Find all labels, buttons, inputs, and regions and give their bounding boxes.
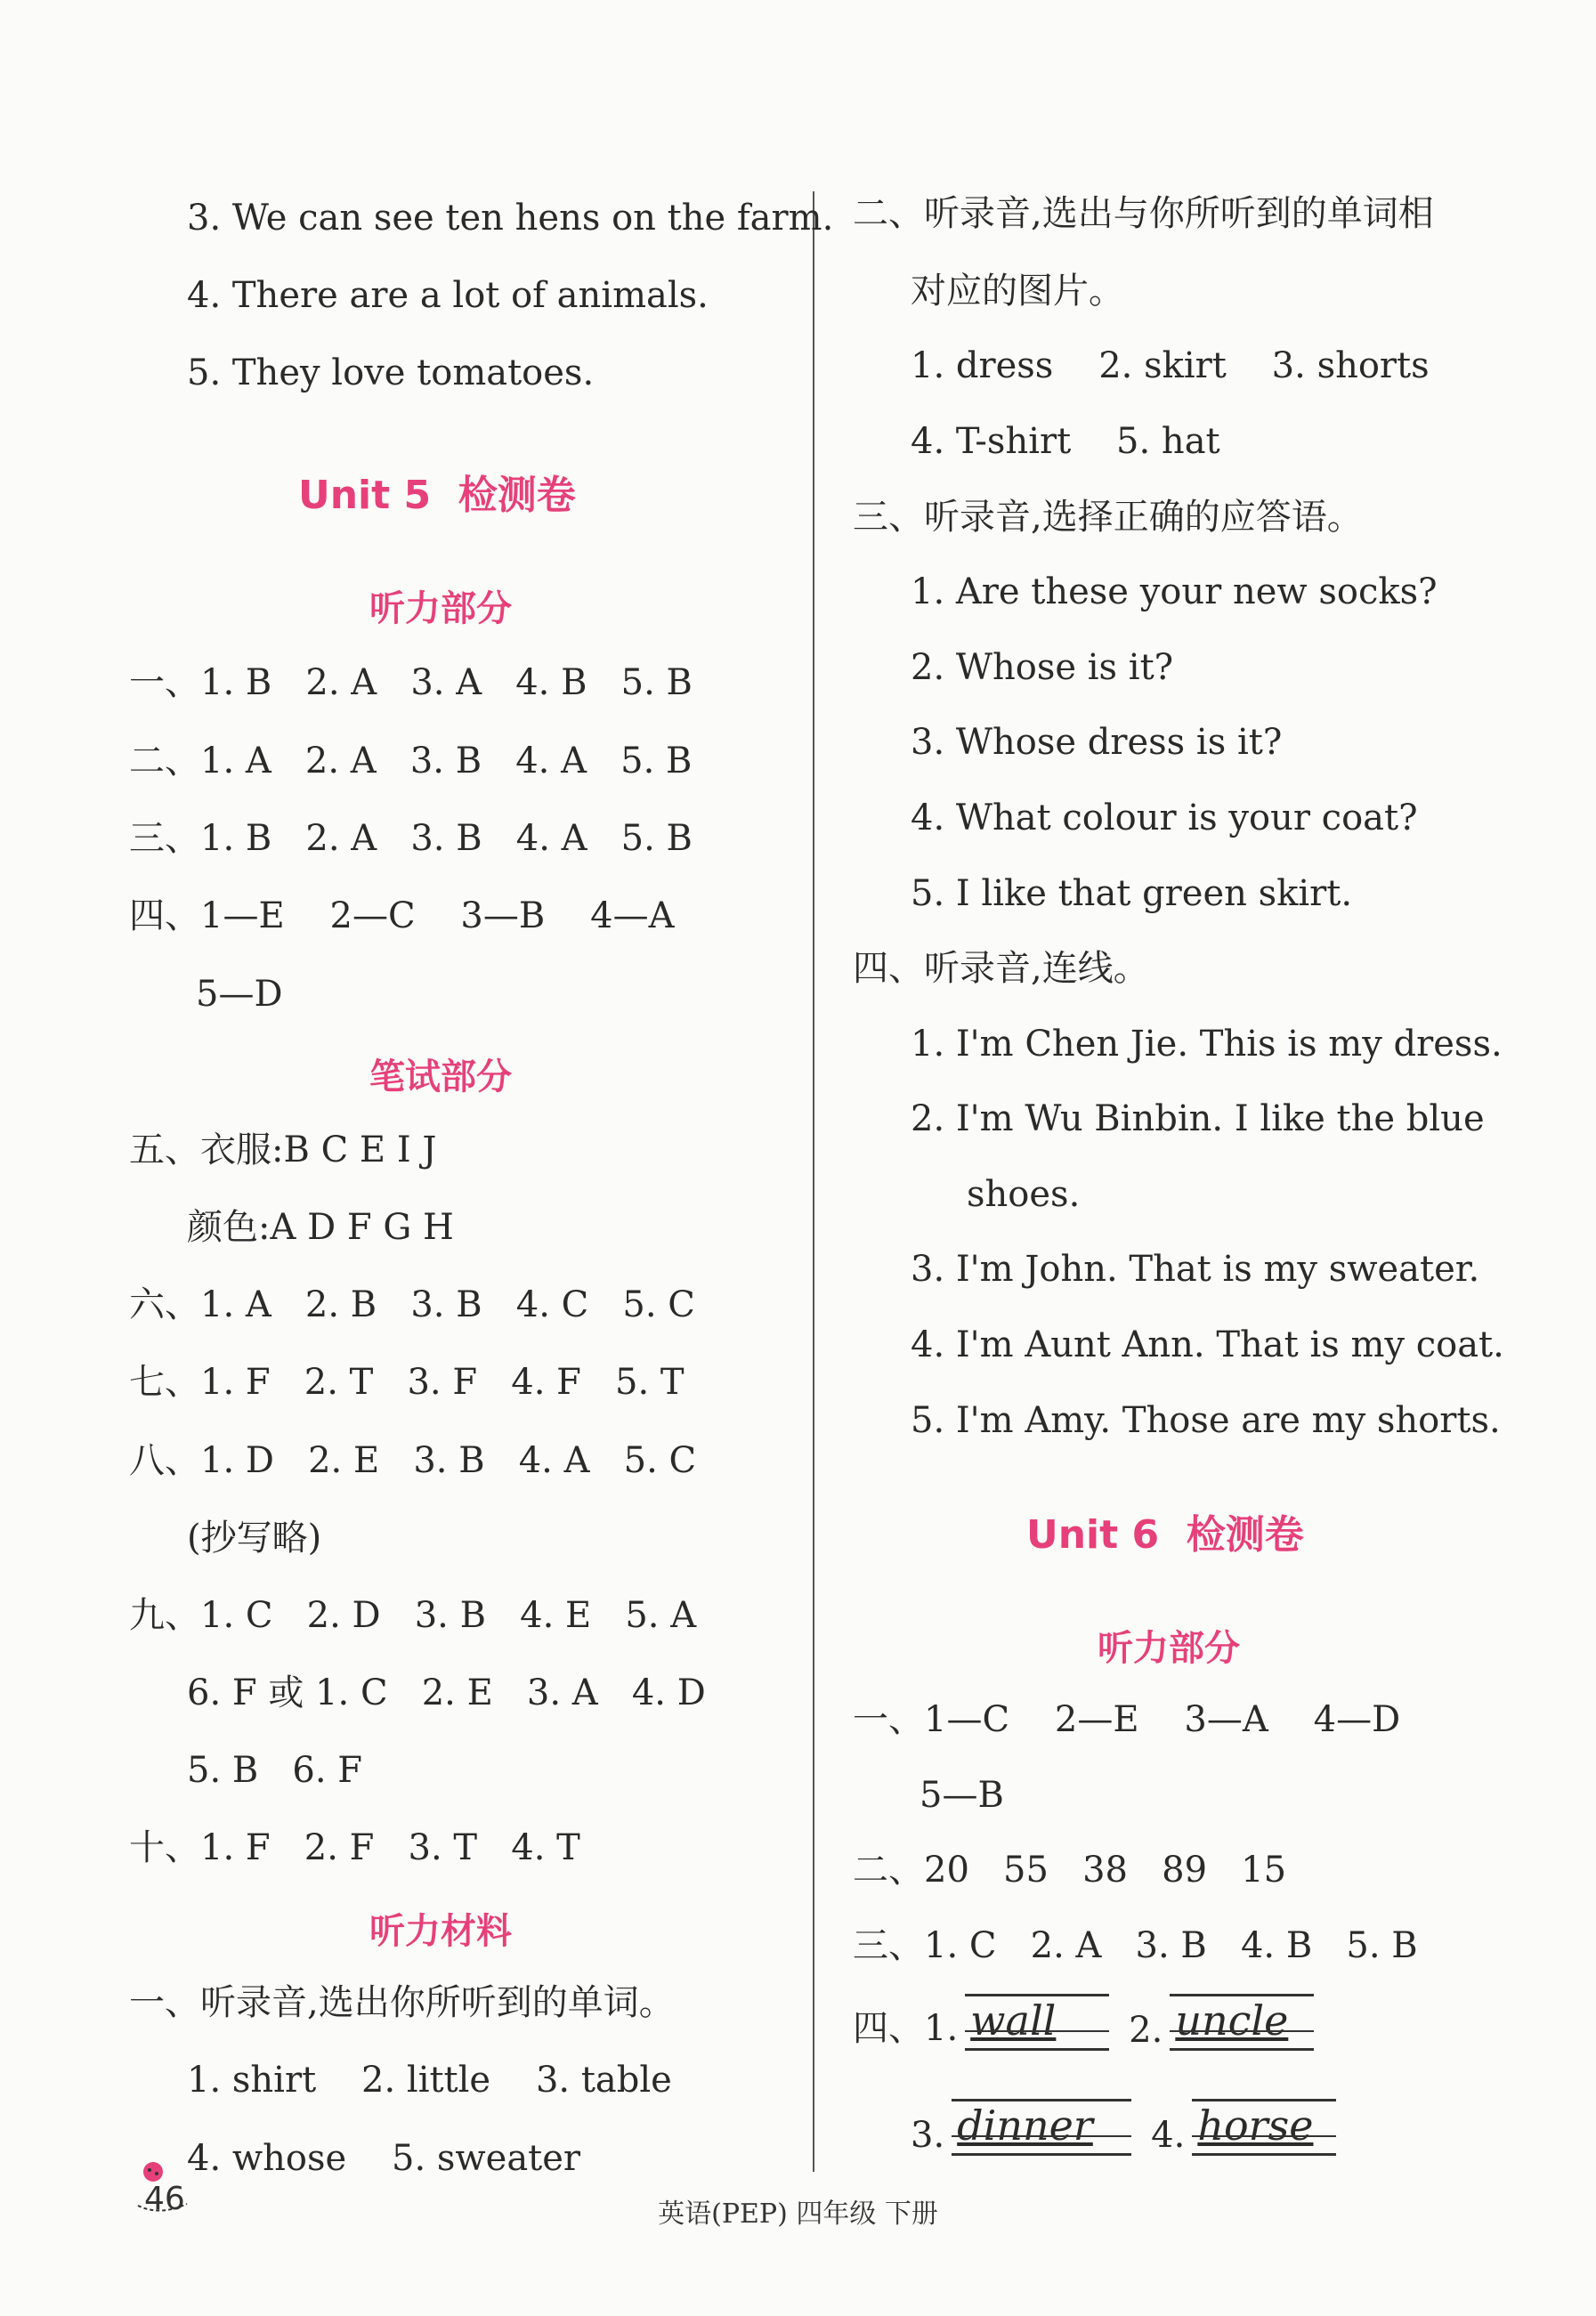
text-line: 4. T-shirt 5. hat [911,421,1220,462]
handwriting-answer: wall [965,1994,1109,2051]
text-line: 2. Whose is it? [911,647,1174,688]
answer-line: 一、1. B 2. A 3. A 4. B 5. B [129,662,693,703]
handwriting-answer: horse [1192,2099,1336,2156]
text-line: 5. I like that green skirt. [911,873,1353,914]
text-line: 2. I'm Wu Binbin. I like the blue [911,1098,1485,1139]
text-line: 3. Whose dress is it? [911,722,1283,763]
listening-heading: 听力部分 [369,588,512,629]
handwriting-row-2: 3. dinner 4. horse [911,2099,1356,2156]
listening-heading: 听力部分 [1098,1628,1240,1669]
answer-line: 5. B 6. F [187,1750,363,1791]
answer-line: 三、1. C 2. A 3. B 4. B 5. B [853,1925,1418,1966]
text-line: 1. Are these your new socks? [911,571,1438,612]
answer-line: 九、1. C 2. D 3. B 4. E 5. A [129,1595,697,1636]
unit5-title: Unit 5 检测卷 [298,473,576,518]
answer-line: 5—B [920,1775,1004,1816]
written-heading: 笔试部分 [369,1057,512,1097]
handwriting-answer: uncle [1170,1994,1314,2051]
answer-line: 5—D [196,974,283,1015]
text-line: 4. What colour is your coat? [911,798,1418,838]
unit6-title: Unit 6 检测卷 [1026,1512,1304,1558]
material-line: 1. shirt 2. little 3. table [187,2060,672,2101]
handwriting-row-1: 四、1. wall 2. uncle [853,1994,1333,2051]
text-line: 二、听录音,选出与你所听到的单词相 [853,193,1434,234]
text-line: 三、听录音,选择正确的应答语。 [853,497,1363,538]
text-line: 4. I'm Aunt Ann. That is my coat. [911,1324,1504,1365]
text-line: 5. I'm Amy. Those are my shorts. [911,1400,1501,1441]
answer-line: 6. F 或 1. C 2. E 3. A 4. D [187,1672,706,1713]
answer-line: 七、1. F 2. T 3. F 4. F 5. T [129,1362,685,1403]
material-line: 4. whose 5. sweater [187,2138,581,2179]
text-line: 3. We can see ten hens on the farm. [187,198,834,239]
text-line: 对应的图片。 [911,271,1124,312]
text-line: 3. I'm John. That is my sweater. [911,1249,1480,1290]
answer-line: 十、1. F 2. F 3. T 4. T [129,1827,580,1868]
material-line: 一、听录音,选出你所听到的单词。 [129,1982,675,2023]
column-divider [813,191,814,2172]
materials-heading: 听力材料 [369,1911,512,1952]
text-line: 1. dress 2. skirt 3. shorts [911,345,1430,386]
answer-line: 三、1. B 2. A 3. B 4. A 5. B [129,818,693,859]
text-line: 5. They love tomatoes. [187,352,595,393]
answer-line: 八、1. D 2. E 3. B 4. A 5. C [129,1440,697,1481]
answer-line: 二、20 55 38 89 15 [853,1850,1287,1891]
handwriting-answer: dinner [952,2099,1131,2156]
text-line: 四、听录音,连线。 [853,948,1149,989]
answer-line: 四、1—E 2—C 3—B 4—A [129,895,675,936]
answer-line: 二、1. A 2. A 3. B 4. A 5. B [129,741,693,781]
footer: 英语(PEP) 四年级 下册 [658,2199,938,2230]
text-line: shoes. [967,1174,1081,1215]
answer-line: 一、1—C 2—E 3—A 4—D [853,1699,1401,1740]
text-line: 4. There are a lot of animals. [187,275,709,316]
answer-line: 六、1. A 2. B 3. B 4. C 5. C [129,1284,695,1325]
page-number: 46 [144,2181,185,2217]
answer-line: 颜色:A D F G H [187,1207,454,1248]
answer-line: (抄写略) [187,1518,322,1559]
answer-line: 五、衣服:B C E I J [129,1130,437,1170]
text-line: 1. I'm Chen Jie. This is my dress. [911,1024,1503,1065]
